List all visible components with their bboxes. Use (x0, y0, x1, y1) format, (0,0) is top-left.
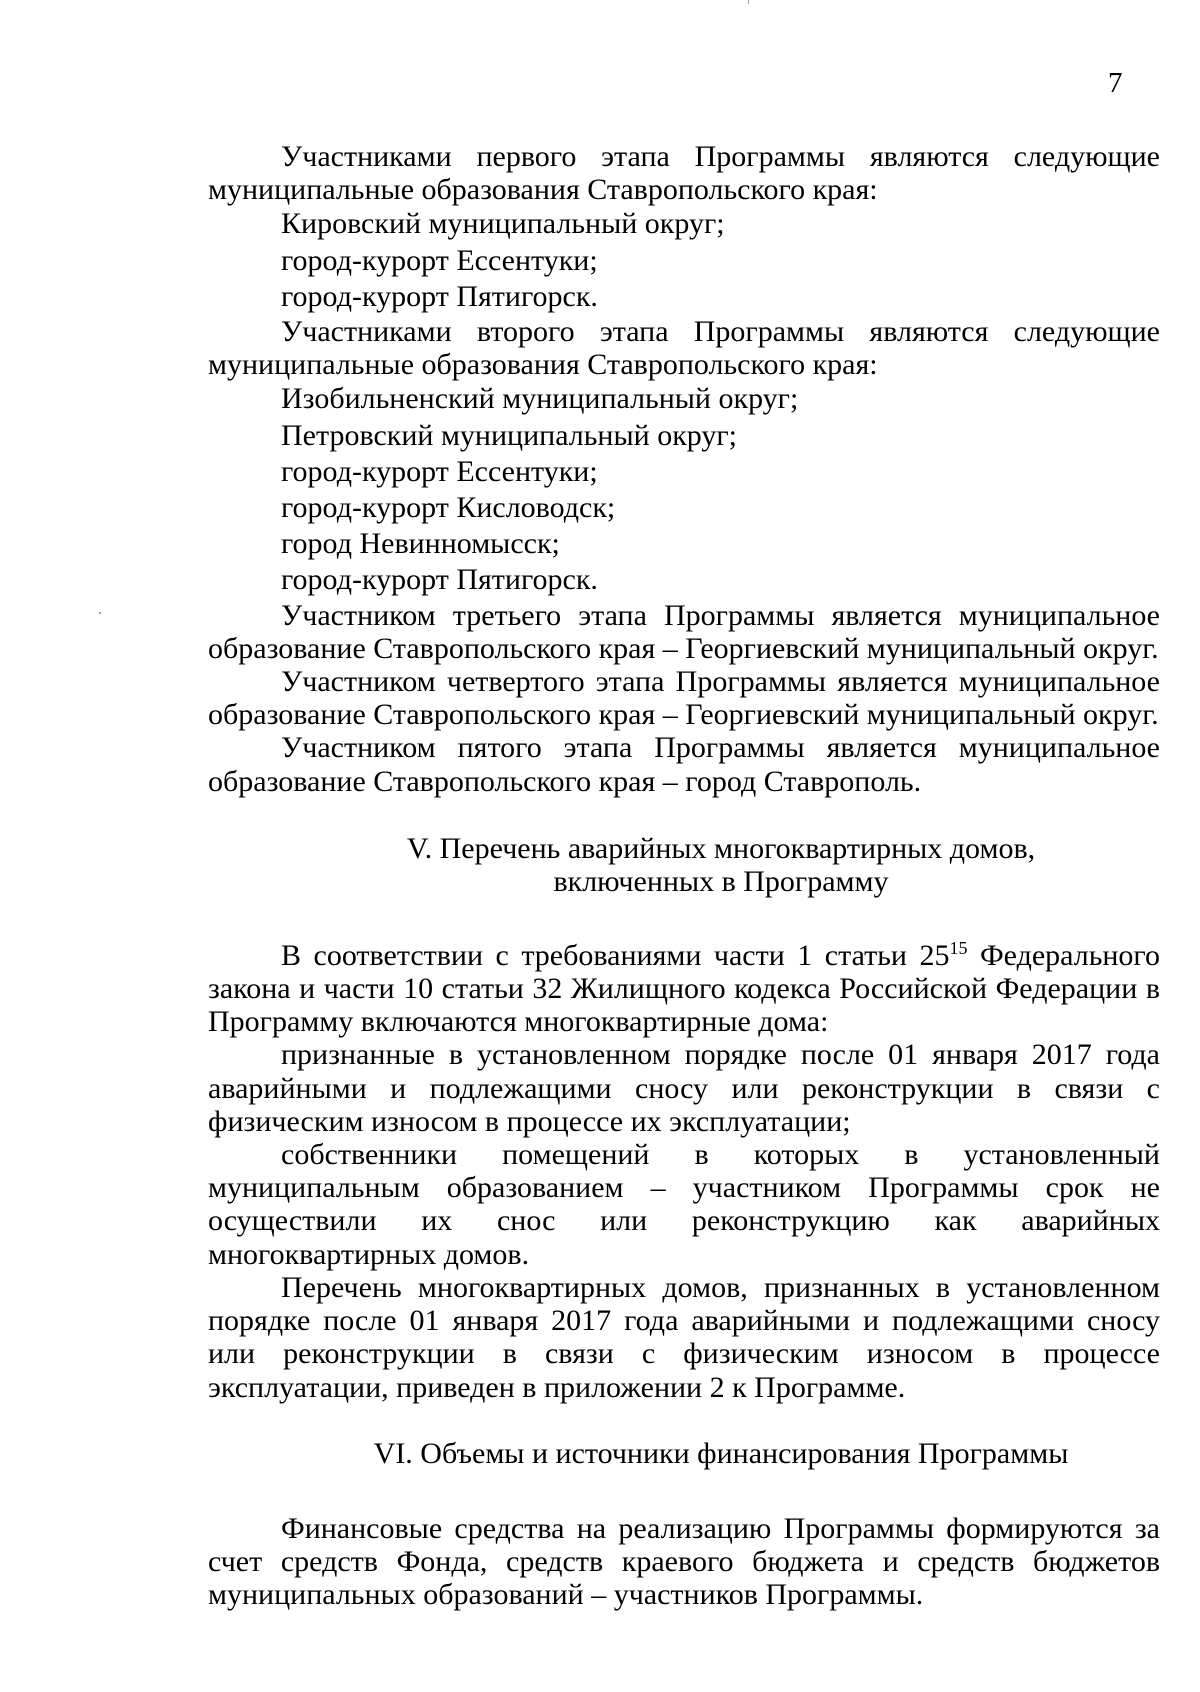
section6-paragraph-funding: Финансовые средства на реализацию Программы формируются за счет средств Фонда, средств краевого бюджета и средств бюджетов муниципальных образований – участников Программы. (208, 1511, 1160, 1612)
legal-basis-text-end: Федерального закона и части 10 статьи 32 Жилищного кодекса Российской Федерации в Программу включаются многоквартирные дома: (208, 938, 1160, 1039)
stage4-paragraph: Участником четвертого этапа Программы является муниципальное образование Ставропольского края – Георгиевский муниципальный округ. (208, 665, 1160, 732)
stage2-intro: Участниками второго этапа Программы являются следующие муниципальные образования Ставропольского края: (208, 315, 1160, 382)
stage5-paragraph: Участником пятого этапа Программы является муниципальное образование Ставропольского края – город Ставрополь. (208, 731, 1160, 798)
stage2-item: Изобильненский муниципальный округ; (281, 382, 799, 416)
section5-heading-line2: включенных в Программу (553, 864, 889, 898)
section5-paragraph-recognized: признанные в установленном порядке после 01 января 2017 года аварийными и подлежащими сносу или реконструкции в связи с физическим износом в процессе их эксплуатации; (208, 1038, 1160, 1138)
document-body (208, 140, 1160, 1611)
article-superscript: 15 (949, 937, 968, 958)
stage2-item: город-курорт Пятигорск. (281, 563, 598, 597)
scan-artifact-left (99, 612, 101, 614)
stage1-item: Кировский муниципальный округ; (281, 207, 725, 241)
page-number: 7 (1108, 67, 1123, 99)
section5-heading-line1: V. Перечень аварийных многоквартирных домов, (406, 831, 1036, 865)
stage1-item: город-курорт Пятигорск. (281, 279, 598, 313)
stage2-item: город-курорт Кисловодск; (281, 491, 616, 525)
section6-heading: VI. Объемы и источники финансирования Программы (373, 1436, 1069, 1470)
section5-paragraph-legal-basis (208, 939, 1160, 1039)
stage1-item: город-курорт Ессентуки; (281, 243, 598, 277)
stage2-item: город-курорт Ессентуки; (281, 454, 598, 488)
section5-heading (208, 832, 1160, 898)
scan-artifact-top (748, 0, 749, 4)
section5-paragraph-owners: собственники помещений в которых в установленный муниципальным образованием – участником Программы срок не осуществили их снос или реконструкцию как аварийных многоквартирных домов. (208, 1138, 1160, 1271)
stage2-item: Петровский муниципальный округ; (281, 418, 738, 452)
section5-paragraph-list-reference: Перечень многоквартирных домов, признанных в установленном порядке после 01 января 2017 года аварийными и подлежащими сносу или реконструкции в связи с физическим износом в процессе эксплуатации, приведен в приложении 2 к Программе. (208, 1270, 1160, 1404)
legal-basis-text-start: В соответствии с требованиями части 1 статьи 25 (281, 938, 950, 972)
stage3-paragraph: Участником третьего этапа Программы является муниципальное образование Ставропольского края – Георгиевский муниципальный округ. (208, 598, 1160, 665)
stage2-item: город Невинномысск; (281, 527, 560, 561)
stage1-intro: Участниками первого этапа Программы являются следующие муниципальные образования Ставропольского края: (208, 140, 1160, 207)
